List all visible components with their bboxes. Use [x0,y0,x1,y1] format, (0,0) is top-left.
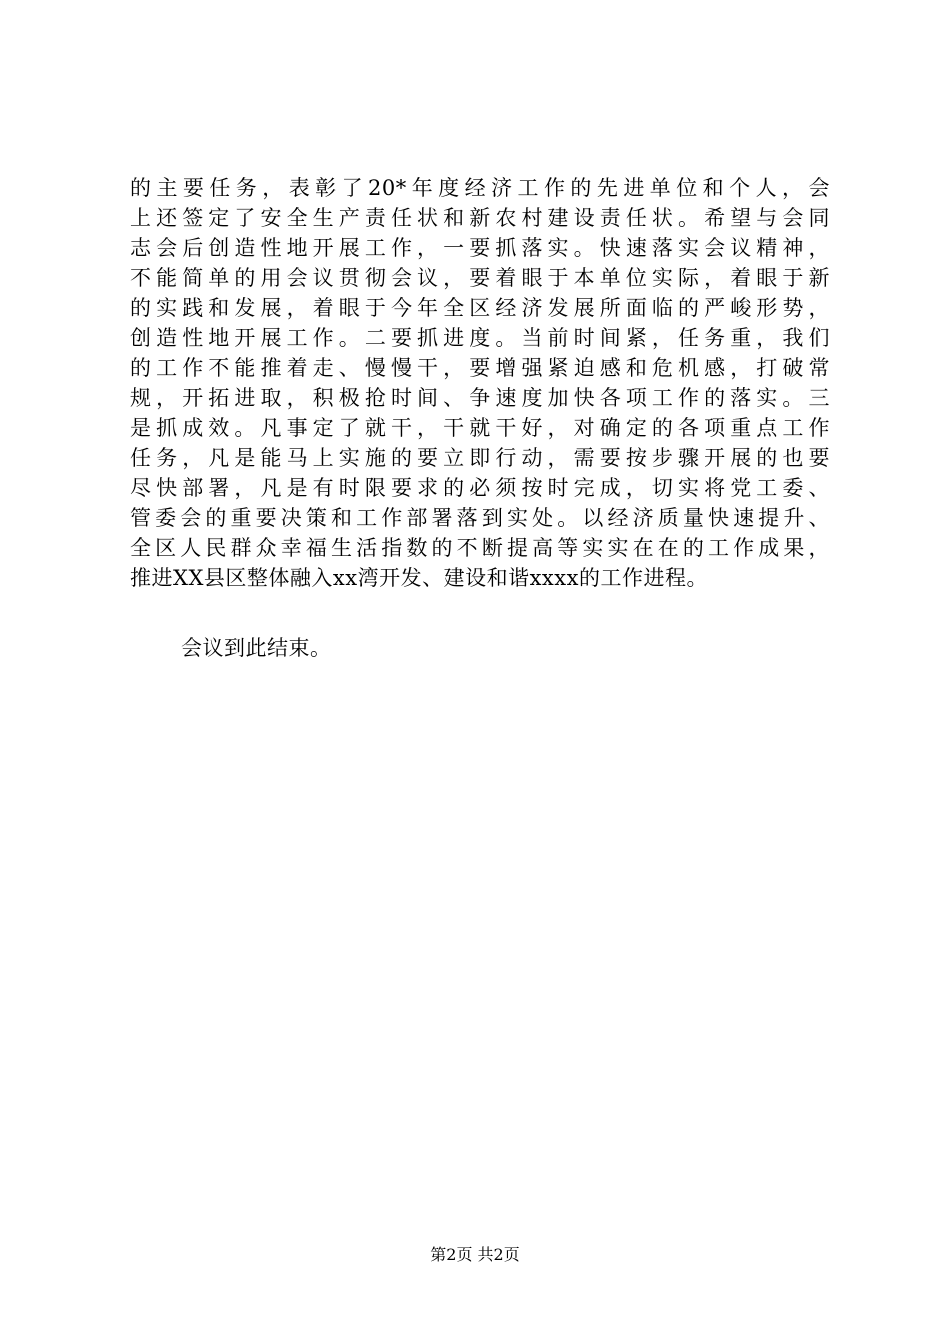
body-paragraph [130,173,830,593]
paragraph-line: 管委会的重要决策和工作部署落到实处。以经济质量快速提升、 [130,506,830,530]
page-number-footer: 第2页 共2页 [430,1245,520,1264]
paragraph-line: 全区人民群众幸福生活指数的不断提高等实实在在的工作成果， [130,536,830,560]
paragraph-line: 是抓成效。凡事定了就干，干就干好，对确定的各项重点工作 [130,416,830,440]
paragraph-line: 规，开拓进取，积极抢时间、争速度加快各项工作的落实。三 [130,386,830,410]
closing-sentence: 会议到此结束。 [181,636,332,660]
paragraph-line: 不能简单的用会议贯彻会议，要着眼于本单位实际，着眼于新 [130,266,830,290]
paragraph-line: 任务，凡是能马上实施的要立即行动，需要按步骤开展的也要 [130,446,830,470]
paragraph-line: 的主要任务，表彰了20*年度经济工作的先进单位和个人，会 [130,176,830,200]
paragraph-line: 的工作不能推着走、慢慢干，要增强紧迫感和危机感，打破常 [130,356,830,380]
paragraph-line: 创造性地开展工作。二要抓进度。当前时间紧，任务重，我们 [130,326,830,350]
paragraph-line: 上还签定了安全生产责任状和新农村建设责任状。希望与会同 [130,206,830,230]
paragraph-line: 尽快部署，凡是有时限要求的必须按时完成，切实将党工委、 [130,476,830,500]
paragraph-line: 推进XX县区整体融入xx湾开发、建设和谐xxxx的工作进程。 [130,566,708,590]
paragraph-line: 的实践和发展，着眼于今年全区经济发展所面临的严峻形势， [130,296,830,320]
paragraph-line: 志会后创造性地开展工作，一要抓落实。快速落实会议精神， [130,236,830,260]
